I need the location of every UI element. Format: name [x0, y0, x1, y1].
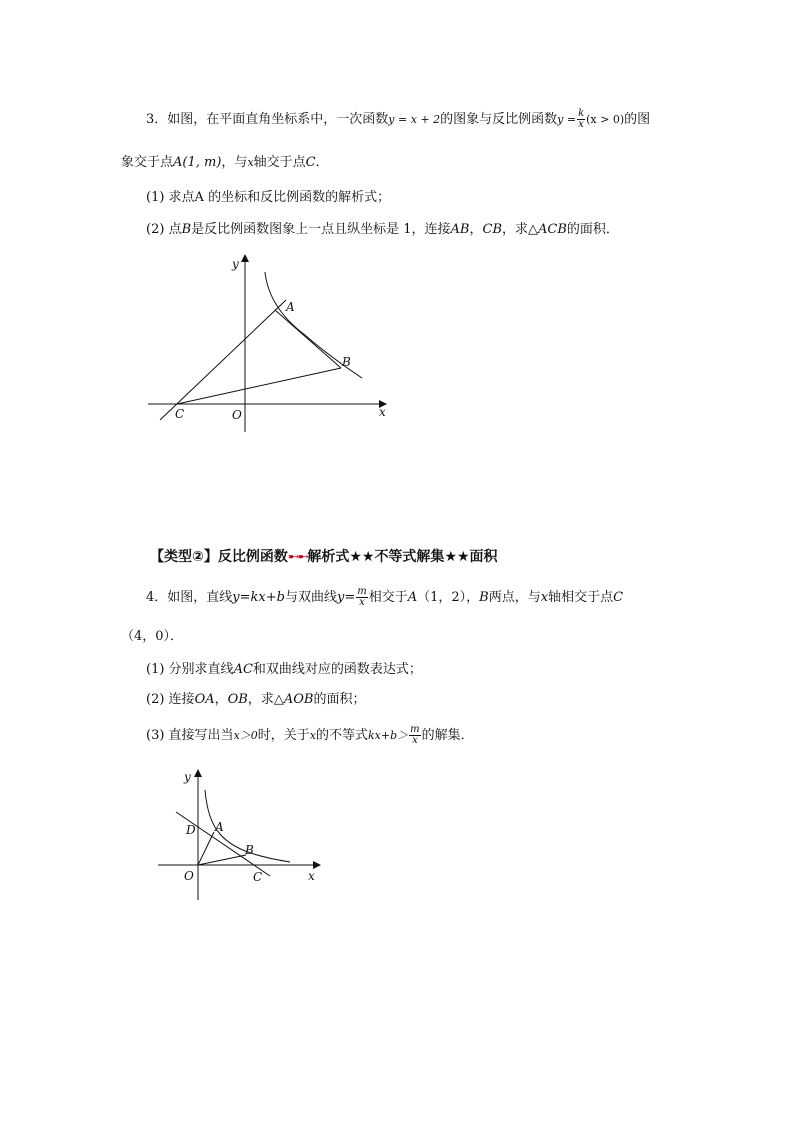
label-y: y: [232, 257, 239, 271]
label-b: B: [342, 355, 351, 369]
type-heading: 【类型②】反比例函数➸➸解析式★★不等式解集★★面积: [150, 549, 498, 565]
label-x: x: [308, 869, 315, 883]
segment-ob: [198, 855, 246, 865]
label-d: D: [186, 823, 196, 837]
label-o: O: [184, 869, 194, 883]
problem3-question2: (2) 点B是反比例函数图象上一点且纵坐标是 1，连接AB，CB，求△ACB的面积．: [146, 222, 619, 237]
problem4-question3: (3) 直接写出当x＞0时，关于x的不等式kx+b＞ $\frac{m}{x}$ 的解集．: [146, 724, 474, 746]
label-c: C: [175, 407, 185, 421]
label-a: A: [215, 820, 224, 834]
label-c: C: [253, 870, 263, 884]
fraction-m-over-x: $\frac{m}{x}$: [410, 724, 420, 746]
arrow-icons: ➸➸: [287, 549, 308, 565]
label-b: B: [245, 843, 254, 857]
problem3-line1: 3．如图，在平面直角坐标系中，一次函数y = x + 2的图象与反比例函数y = $\frac{k}{x}$ (x > 0)的图: [146, 108, 651, 130]
star-icons: ★★: [444, 549, 470, 565]
label-x: x: [379, 405, 386, 419]
fraction-m-over-x: $\frac{m}{x}$: [357, 586, 367, 608]
problem4-question2: (2) 连接OA，OB，求△AOB的面积；: [146, 692, 366, 707]
problem4-line2: （4，0）．: [121, 629, 184, 644]
problem3-line2: 象交于点A(1, m)，与x轴交于点C．: [121, 155, 329, 170]
segment-oa: [198, 832, 214, 865]
fraction-k-over-x: $\frac{k}{x}$: [578, 108, 585, 130]
label-o: O: [232, 408, 242, 422]
problem4-line1: 4．如图，直线y=kx+b与双曲线y= $\frac{m}{x}$ 相交于A（1，2），B两点，与x轴相交于点C: [146, 586, 624, 608]
star-icons: ★★: [349, 549, 375, 565]
label-a: A: [286, 300, 295, 314]
problem3-question1: (1) 求点A 的坐标和反比例函数的解析式；: [146, 190, 391, 205]
label-y: y: [184, 770, 191, 784]
problem4-question1: (1) 分别求直线AC和双曲线对应的函数表达式；: [146, 662, 422, 677]
